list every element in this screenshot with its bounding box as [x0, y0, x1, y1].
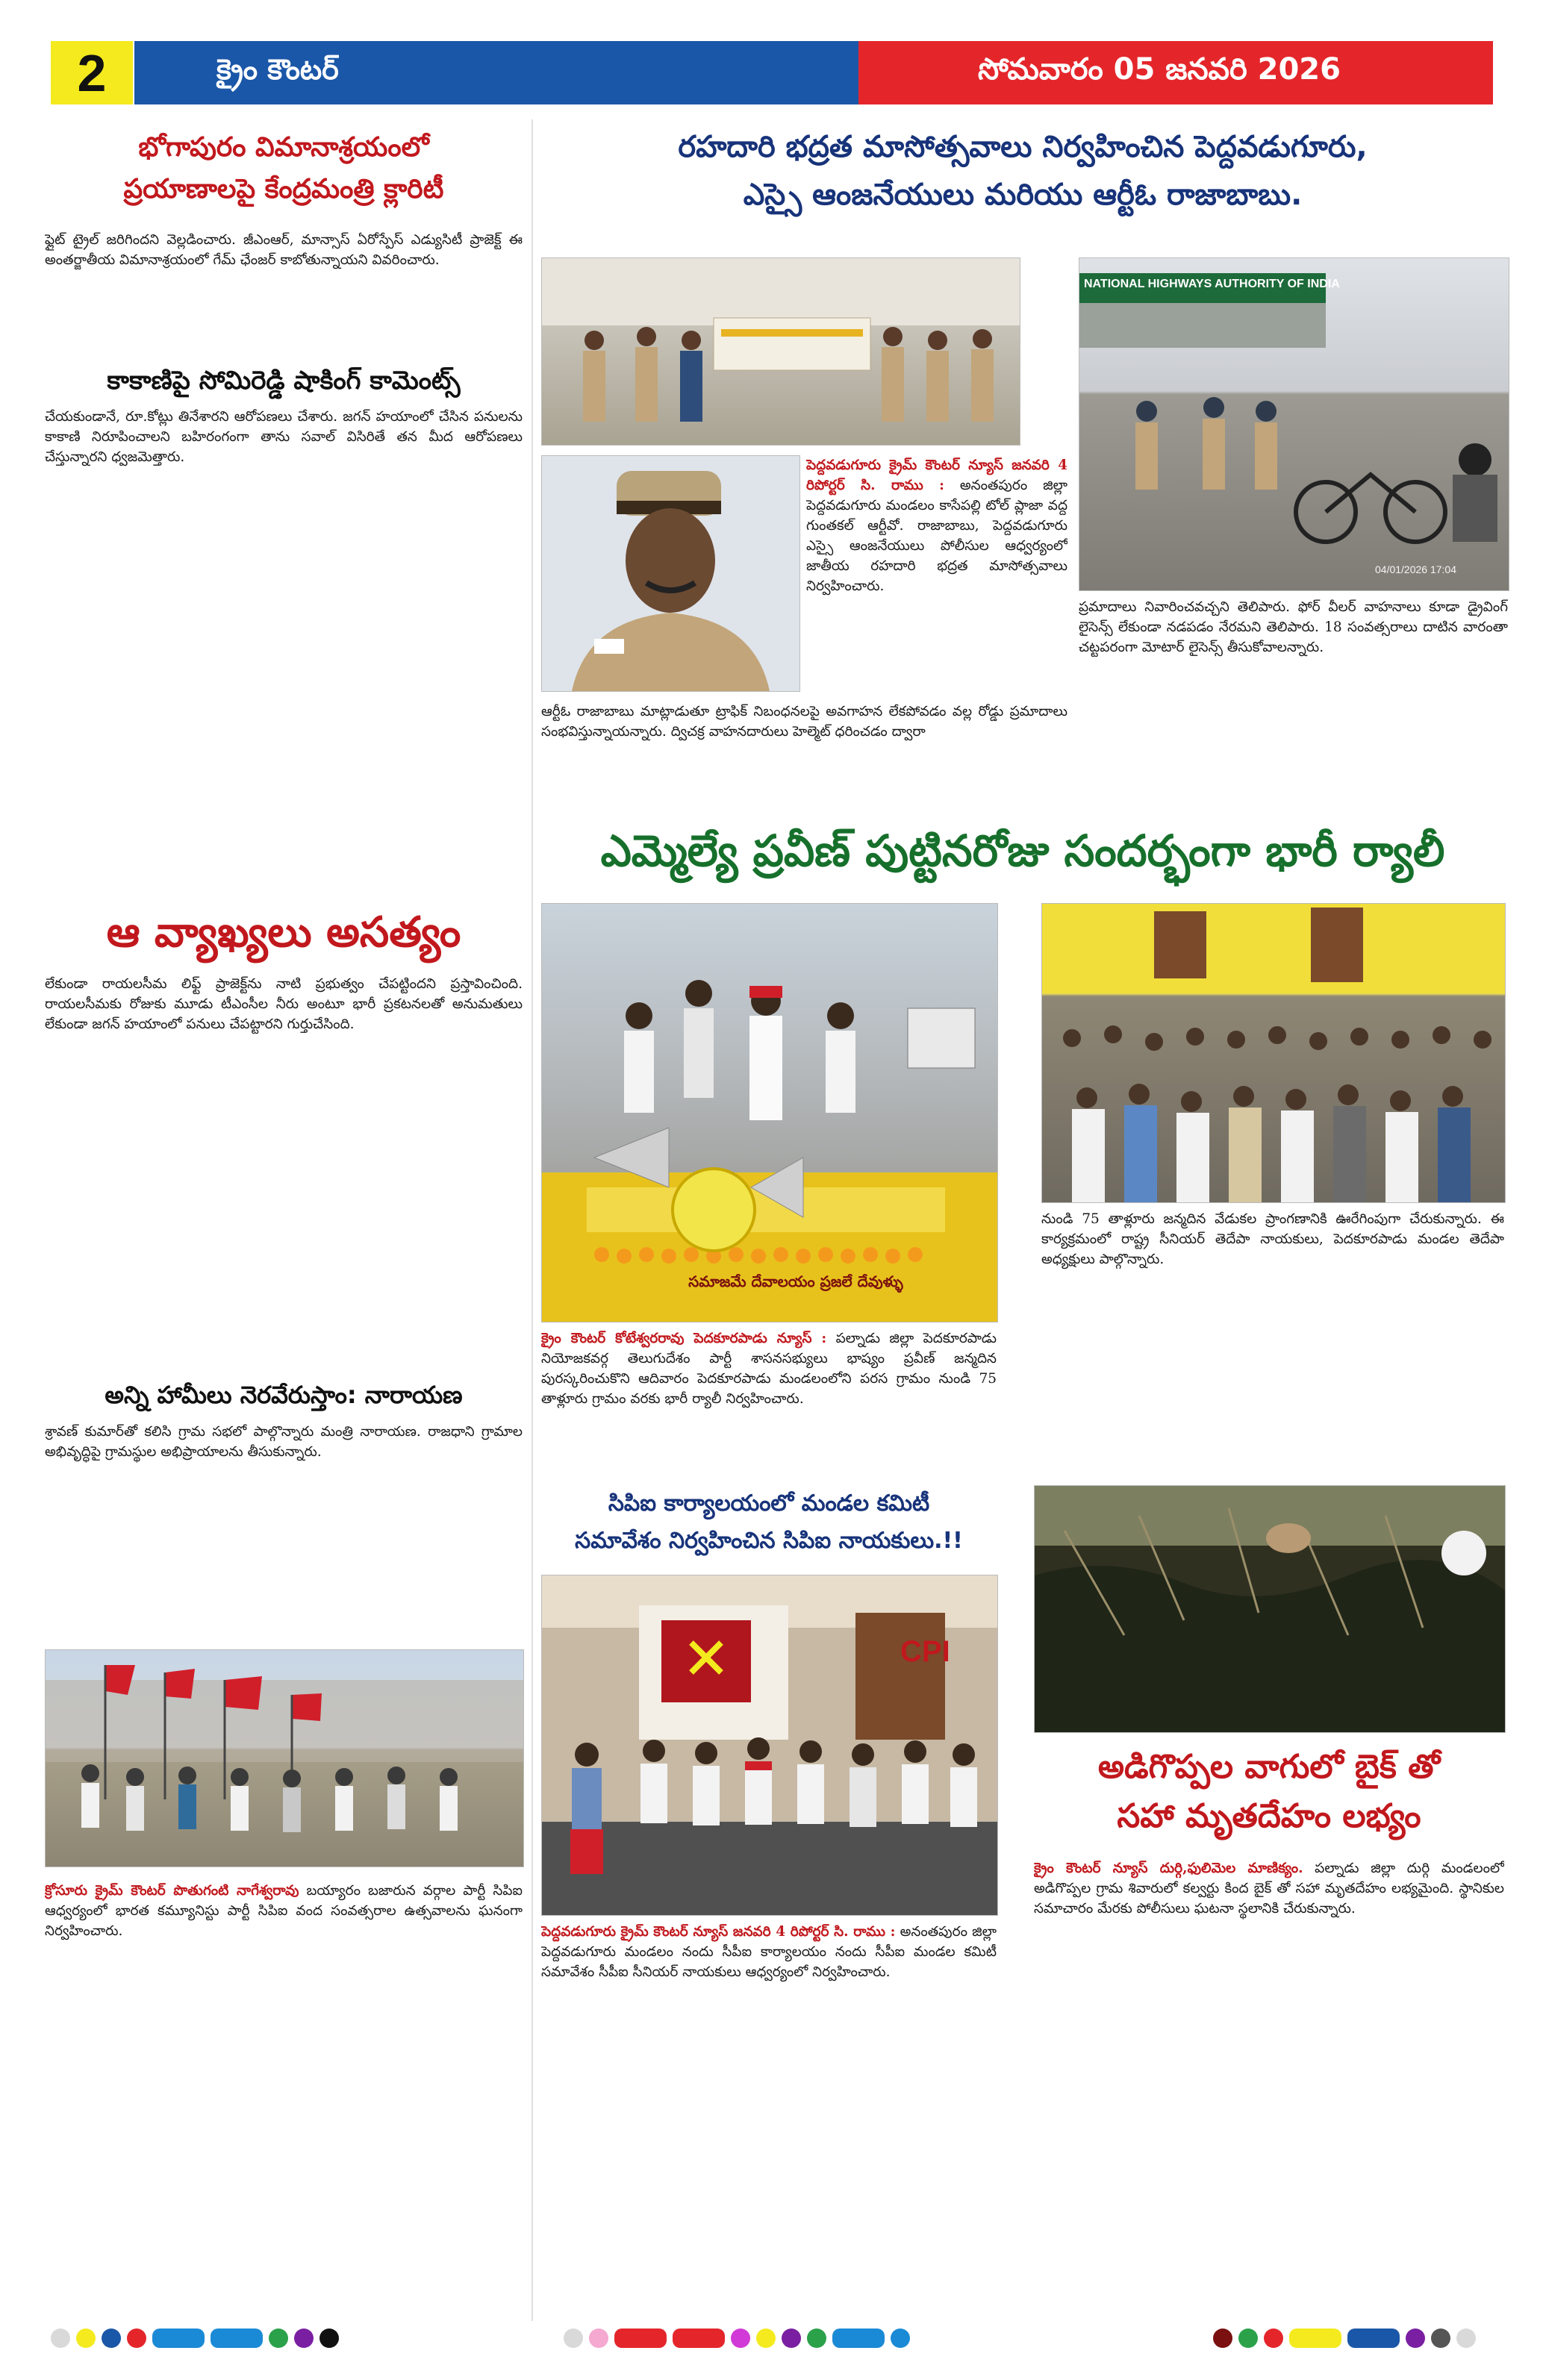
footer-color-mark	[673, 2329, 725, 2348]
bike-headline-line2: సహా మృతదేహం లభ్యం	[1117, 1797, 1421, 1835]
footer-color-mark	[152, 2329, 205, 2348]
cpi-meeting-body	[541, 1922, 997, 2310]
cpi-left-text: బయ్యారం బజారున వర్గాల పార్టీ సిపిఐ ఆధ్వర్యంలో భారత కమ్యూనిస్టు పార్టీ సిపిఐ వంద సంవత్సరాల ఉత్సవాలను ఘనంగా నిర్వహించారు.	[45, 1883, 523, 1939]
footer-color-mark	[1213, 2329, 1232, 2348]
bike-text: పల్నాడు జిల్లా దుర్గి మండలంలో అడిగొప్పల గ్రామ శివారులో కల్వర్టు కింద బైక్ తో సహా మృతదేహం లభ్యమైంది. స్థానికుల సమాచారం మేరకు పోలీసులు ఘటనా స్థలానికి చేరుకున్నారు.	[1034, 1861, 1504, 1917]
road-safety-side-text: అనంతపురం జిల్లా పెద్దవడుగూరు మండలం కాసేపల్లి టోల్ ప్లాజా వద్ద గుంతకల్ ఆర్టీవో. రాజాబాబు, పెద్దవడుగూరు ఎస్సై ఆంజనేయులు పోలీసుల ఆధ్వర్యంలో జాతీయ రహదారి భద్రత మాసోత్సవాలు నిర్వహించారు.	[806, 478, 1067, 594]
road-safety-headline-line1: రహదారి భద్రత మాసోత్సవాలు నిర్వహించిన పెద్దవడుగూరు,	[678, 130, 1368, 164]
nhai-sign-text: NATIONAL HIGHWAYS AUTHORITY OF INDIA	[1084, 278, 1340, 290]
footer-color-marks-right	[1213, 2329, 1482, 2351]
footer-color-mark	[614, 2329, 667, 2348]
footer-color-mark	[76, 2329, 96, 2348]
bike-dateline: క్రైం కౌంటర్ న్యూస్ దుర్గి,ఫులిమెల మాణిక్యం.	[1034, 1861, 1303, 1876]
rally-truck-photo	[541, 903, 998, 1322]
rally-headline: ఎమ్మెల్యే ప్రవీణ్ పుట్టినరోజు సందర్భంగా భారీ ర్యాలీ	[600, 825, 1445, 876]
footer-color-marks-left	[51, 2329, 345, 2351]
masthead-band	[134, 41, 1493, 104]
road-safety-dateline: పెద్దవడుగూరు క్రైమ్ కౌంటర్ న్యూస్ జనవరి 4 రిపోర్టర్ సి. రాము :	[806, 457, 1067, 493]
officer-portrait	[541, 455, 800, 692]
footer-color-mark	[269, 2329, 288, 2348]
kakani-headline: కాకాణిపై సోమిరెడ్డి షాకింగ్ కామెంట్స్	[107, 366, 461, 396]
road-safety-photo-2	[1079, 257, 1509, 591]
cpi-meeting-headline	[541, 1485, 997, 1560]
cpi-flag-rally-photo	[45, 1649, 524, 1867]
road-safety-right-body: ప్రమాదాలు నివారించవచ్చని తెలిపారు. ఫోర్ వీలర్ వాహనాలు కూడా డ్రైవింగ్ లైసెన్స్ లేకుండా నడపడం నేరమని తెలిపారు. 18 సంవత్సరాలు దాటిన వారంతా చట్టపరంగా మోటార్ లైసెన్స్ తీసుకోవాలన్నారు.	[1079, 599, 1508, 655]
kakani-body: చేయకుండానే, రూ.కోట్లు తినేశారని ఆరోపణలు చేశారు. జగన్ హయాంలో చేసిన పనులను కాకాణి నిరూపించాలని బహిరంగంగా తాను సవాల్ విసిరితే తన మీద ఆరోపణలు చేస్తున్నారని ధ్వజమెత్తారు.	[45, 409, 523, 465]
footer-color-mark	[102, 2329, 121, 2348]
issue-date: సోమవారం 05 జనవరి 2026	[858, 41, 1493, 104]
footer-color-mark	[1431, 2329, 1450, 2348]
footer-color-mark	[1406, 2329, 1425, 2348]
footer-color-mark	[127, 2329, 146, 2348]
cpi-left-body	[45, 1881, 523, 2310]
cpi-left-dateline: క్రోసూరు క్రైమ్ కౌంటర్ పొతుగంటి నాగేశ్వరావు	[45, 1883, 299, 1899]
column-divider	[532, 119, 533, 2321]
airport-headline	[45, 127, 523, 210]
footer-color-mark	[1347, 2329, 1400, 2348]
footer-color-mark	[294, 2329, 314, 2348]
cpi-meeting-headline-line1: సిపిఐ కార్యాలయంలో మండల కమిటీ	[608, 1490, 930, 1517]
bike-headline	[1034, 1743, 1504, 1841]
narayana-headline: అన్ని హామీలు నెరవేరుస్తాం: నారాయణ	[105, 1381, 463, 1409]
footer-color-marks-mid	[564, 2329, 916, 2351]
cpi-meeting-dateline: పెద్దవడుగూరు క్రైమ్ కౌంటర్ న్యూస్ జనవరి 4 రిపోర్టర్ సి. రాము :	[541, 1924, 896, 1940]
cpi-meeting-text: అనంతపురం జిల్లా పెద్దవడుగూరు మండలం నందు సీపీఐ కార్యాలయం నందు సీపీఐ మండల కమిటీ సమావేశం సీపీఐ సీనియర్ నాయకులు ఆధ్వర్యంలో నిర్వహించారు.	[541, 1924, 997, 1980]
untrue-headline: ఆ వ్యాఖ్యలు అసత్యం	[106, 908, 461, 957]
footer-color-mark	[1289, 2329, 1341, 2348]
footer-color-mark	[891, 2329, 910, 2348]
road-safety-headline	[541, 123, 1504, 219]
footer-color-mark	[807, 2329, 826, 2348]
stream-photo	[1034, 1485, 1506, 1733]
footer-color-mark	[211, 2329, 263, 2348]
cpi-meeting-headline-line2: సమావేశం నిర్వహించిన సిపిఐ నాయకులు.!!	[575, 1528, 963, 1554]
untrue-body: లేకుండా రాయలసీమ లిఫ్ట్ ప్రాజెక్ట్‌ను నాటి ప్రభుత్వం చేపట్టిందని ప్రస్తావించింది. రాయలసీమకు రోజుకు మూడు టీఎంసీల నీరు అంటూ భారీ ప్రకటనలతో అనుమతులు లేకుండా జగన్ హయాంలో పనులు చేపట్టారని గుర్తుచేసింది.	[45, 976, 523, 1032]
truck-banner-text: సమాజమే దేవాలయం ప్రజలే దేవుళ్ళు	[688, 1272, 903, 1290]
rally-left-text: పల్నాడు జిల్లా పెదకూరపాడు నియోజకవర్గ తెలుగుదేశం పార్టీ శాసనసభ్యులు భాష్యం ప్రవీణ్ జన్మదిన పురస్కరించుకొని ఆదివారం పెదకూరపాడు మండలంలోని పరస గ్రామం నుండి 75 తాళ్లూరు గ్రామం వరకు భారీ ర్యాలీ నిర్వహించారు.	[541, 1331, 997, 1407]
road-safety-photo-1	[541, 257, 1020, 446]
footer-color-mark	[1238, 2329, 1258, 2348]
airport-headline-line2: ప్రయాణాలపై కేంద్రమంత్రి క్లారిటీ	[123, 174, 444, 204]
rally-right-body: నుండి 75 తాళ్లూరు జన్మదిన వేడుకల ప్రాంగణానికి ఊరేగింపుగా చేరుకున్నారు. ఈ కార్యక్రమంలో రాష్ట్ర సీనియర్ తెదేపా నాయకులు, పెదకూరపాడు మండల తెదేపా అధ్యక్షులు పాల్గొన్నారు.	[1041, 1211, 1504, 1267]
footer-color-mark	[589, 2329, 608, 2348]
footer-color-mark	[731, 2329, 750, 2348]
road-safety-headline-line2: ఎస్సై ఆంజనేయులు మరియు ఆర్టీఓ రాజాబాబు.	[743, 178, 1303, 212]
footer-color-mark	[756, 2329, 776, 2348]
bike-headline-line1: అడిగొప్పల వాగులో బైక్ తో	[1097, 1748, 1441, 1786]
footer-color-mark	[1264, 2329, 1283, 2348]
cpi-wall-sign: CPI	[900, 1635, 950, 1668]
section-title: క్రైం కౌంటర్	[134, 41, 858, 104]
footer-color-mark	[1456, 2329, 1476, 2348]
photo-timestamp: 04/01/2026 17:04	[1375, 563, 1456, 575]
rally-left-body	[541, 1328, 997, 1474]
rally-crowd-photo	[1041, 903, 1506, 1203]
footer-color-mark	[832, 2329, 885, 2348]
cpi-meeting-photo	[541, 1575, 998, 1916]
airport-body: ఫ్లైట్ ట్రైల్ జరిగిందని వెల్లడించారు. జీఎంఆర్, మాన్సాస్ ఏరోస్పేస్ ఎడ్యుసిటీ ప్రాజెక్ట్ ఈ అంతర్జాతీయ విమానాశ్రయంలో గేమ్ ఛేంజర్ కాబోతున్నాయని వివరించారు.	[45, 232, 523, 268]
road-safety-bottom-body: ఆర్టీఓ రాజాబాబు మాట్లాడుతూ ట్రాఫిక్ నిబంధనలపై అవగాహన లేకపోవడం వల్ల రోడ్డు ప్రమాదాలు సంభవిస్తున్నాయన్నారు. ద్విచక్ర వాహనదారులు హెల్మెట్ ధరించడం ద్వారా	[541, 704, 1067, 740]
footer-color-mark	[319, 2329, 339, 2348]
road-safety-side-body	[806, 455, 1067, 698]
footer-color-mark	[51, 2329, 70, 2348]
narayana-body: శ్రావణ్ కుమార్‌తో కలిసి గ్రామ సభలో పాల్గొన్నారు మంత్రి నారాయణ. రాజధాని గ్రామాల అభివృద్ధిపై గ్రామస్థుల అభిప్రాయాలను తీసుకున్నారు.	[45, 1424, 523, 1460]
airport-headline-line1: భోగాపురం విమానాశ్రయంలో	[138, 132, 429, 163]
page-number: 2	[51, 41, 133, 104]
footer-color-mark	[782, 2329, 801, 2348]
bike-body	[1034, 1858, 1504, 2310]
rally-dateline: క్రైం కౌంటర్ కోటేశ్వరరావు పెదకూరపాడు న్యూస్ :	[541, 1331, 827, 1346]
footer-color-mark	[564, 2329, 583, 2348]
